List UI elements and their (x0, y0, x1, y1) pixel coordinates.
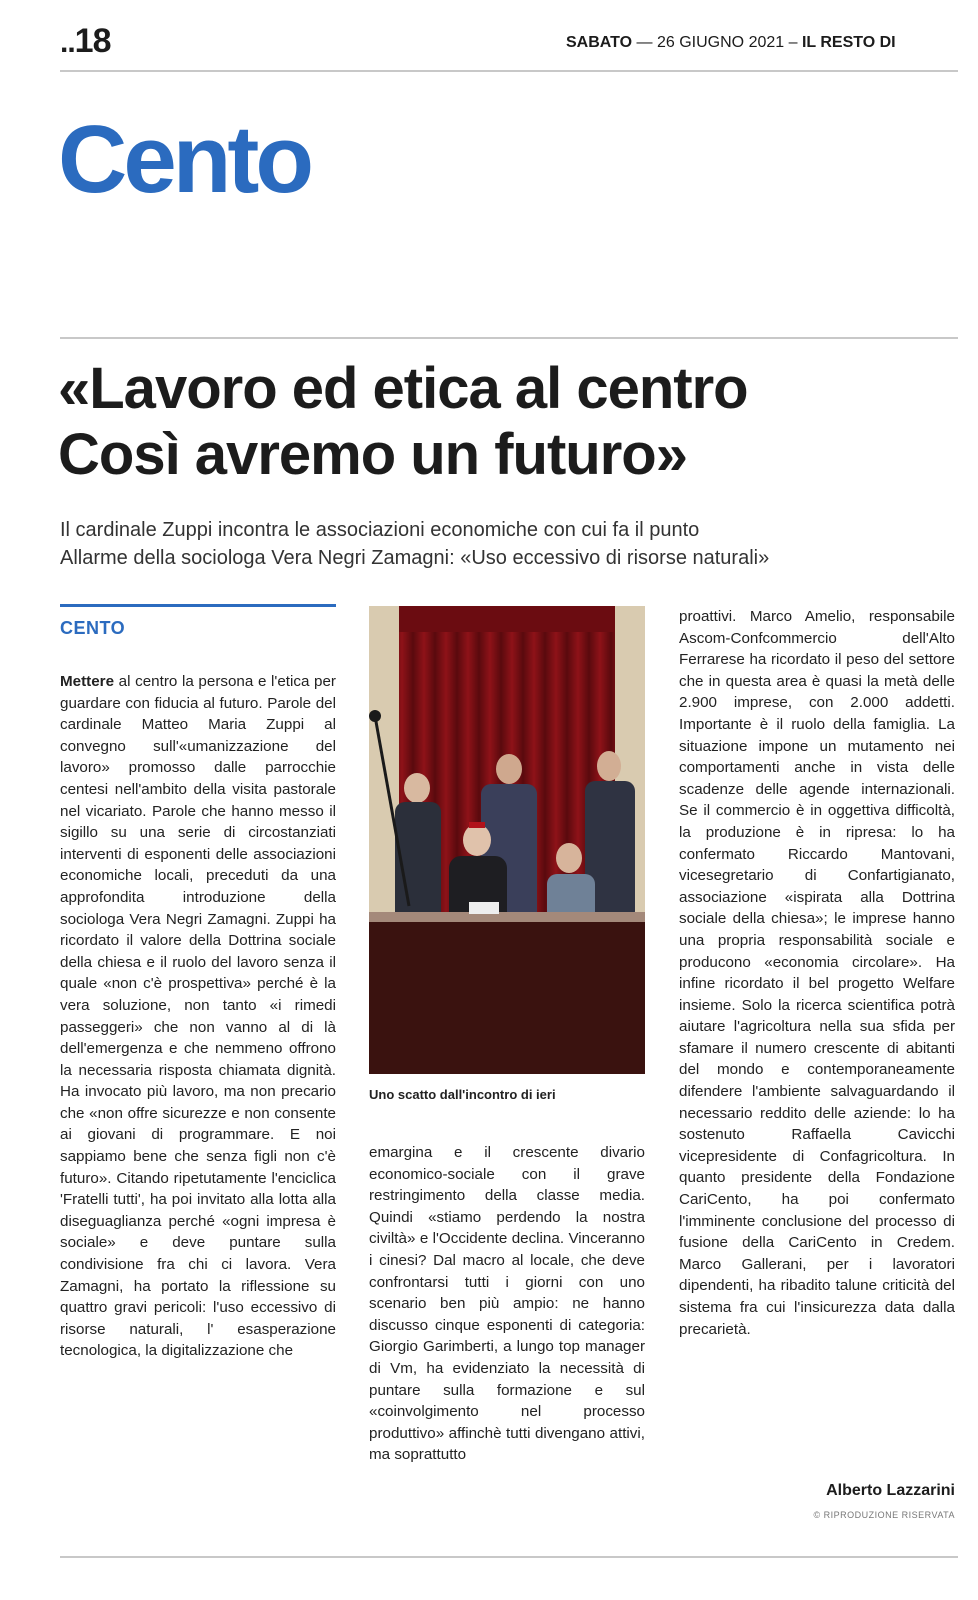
subheadline-line-1: Il cardinale Zuppi incontra le associazioni economiche con cui fa il punto (60, 519, 700, 541)
subheadline (60, 516, 769, 572)
column-3-text: proattivi. Marco Amelio, responsabile Ascom-Confcommercio dell'Alto Ferrarese ha ricordato il peso del settore che in questa area è quasi la metà delle 2.900 imprese, con 2.000 addetti. Importante è il ruolo della famiglia. La situazione impone un mutamento nei comportamenti anche in vista delle scadenze delle agende internazionali. Se il commercio è in oggettiva difficoltà, la produzione è in ripresa: lo ha confermato Riccardo Mantovani, vicesegretario di Confartigianato, associazione «ispirata alla Dottrina sociale della chiesa»; le imprese hanno una propria responsabilità sociale e producono «economia circolare». Ha infine ricordato il bel progetto Welfare insieme. Solo la ricerca scientifica potrà aiutare l'agricoltura nella sua sfida per sfamare il numero crescente di abitanti del mondo e contemporaneamente difendere l'ambiente salvaguardando il necessario reddito delle aziende: lo ha sostenuto Raffaella Cavicchi vicepresidente di Confagricoltura. In quanto presidente della Fondazione CariCento, ha poi confermato l'imminente conclusione del processo di fusione della CariCento in Credem. Marco Gallerani, per i lavoratori dipendenti, ha ribadito talune criticità del sistema fra cui l'insicurezza data dalla precarietà. (679, 608, 955, 1338)
kicker: CENTO (60, 618, 126, 638)
masthead (566, 34, 896, 52)
author-signature: Alberto Lazzarini (826, 1482, 955, 1499)
headline (58, 356, 978, 488)
section-title: Cento (58, 106, 310, 213)
column-1-text: al centro la persona e l'etica per guardare con fiducia al futuro. Parole del cardinale Matteo Maria Zuppi al convegno sull'«umanizzazione del lavoro» promosso dalle parrocchie centesi nell'ambito della visita pastorale nel vicariato. Parole che hanno messo il sigillo su una serie di circostanziati interventi di esponenti delle associazioni economiche locali, preceduti da una approfondita introduzione della sociologa Vera Negri Zamagni. Zuppi ha ricordato il valore della Dottrina sociale della chiesa e il ruolo del lavoro senza il quale «non c'è prospettiva» perché è la vera soluzione, non tanto «i rimedi passeggeri» che non vanno al di là dell'emergenza e che nemmeno offrono la necessaria risposta chiamata dignità. Ha invocato più lavoro, ma non precario che «non offre sicurezze e non consente ai giovani di programmare. E noi sappiamo bene che senza figli non c'è futuro». Citando ripetutamente l'enciclica 'Fratelli tutti', ha poi invitato alla lotta alla diseguaglianza perché «ogni impresa è sociale» e deve puntare sulla condivisione fra chi ci lavora. Vera Zamagni, ha portato la riflessione su quattro gravi pericoli: l'uso eccessivo di risorse naturali, l' esasperazione tecnologica, la digitalizzazione che (60, 673, 336, 1360)
masthead-date: 26 GIUGNO 2021 (656, 34, 785, 51)
article-column-2 (369, 1142, 645, 1466)
column-2-text: emargina e il crescente divario economico-sociale con il grave restringimento della classe media. Quindi «stiamo perdendo la nostra civiltà» e l'Occidente declina. Vinceranno i cinesi? Dal macro al locale, che deve confrontarsi tutti i giorni con uno scenario ben più ampio: ne hanno discusso cinque esponenti di categoria: Giorgio Garimberti, a lungo top manager di Vm, ha evidenziato la necessità di puntare sulla formazione e sul «coinvolgimento nel processo produttivo» affinchè tutti divengano attivi, ma soprattutto (369, 1144, 645, 1464)
masthead-separator: — (636, 34, 653, 51)
masthead-publication: IL RESTO DI (801, 34, 896, 51)
kicker-bar (60, 604, 336, 607)
lead-word: Mettere (60, 673, 115, 690)
photo-illustration (369, 606, 645, 1074)
masthead-dash: – (788, 34, 798, 51)
copyright-notice: © RIPRODUZIONE RISERVATA (813, 1510, 955, 1520)
page-number (60, 22, 111, 61)
photo-caption: Uno scatto dall'incontro di ieri (369, 1087, 556, 1102)
article-column-3 (679, 606, 955, 1340)
subheadline-line-2: Allarme della sociologa Vera Negri Zamagni: «Uso eccessivo di risorse naturali» (60, 547, 770, 569)
article-photo (369, 606, 645, 1074)
page-number-prefix: .. (60, 26, 75, 59)
headline-line-2: Così avremo un futuro» (58, 422, 687, 487)
headline-line-1: «Lavoro ed etica al centro (58, 356, 748, 421)
section-divider (60, 337, 958, 339)
footer-divider (60, 1556, 958, 1558)
page-number-value: 18 (74, 22, 111, 60)
article-column-1 (60, 671, 336, 1362)
masthead-day: SABATO (566, 34, 633, 51)
header-divider (60, 70, 958, 72)
